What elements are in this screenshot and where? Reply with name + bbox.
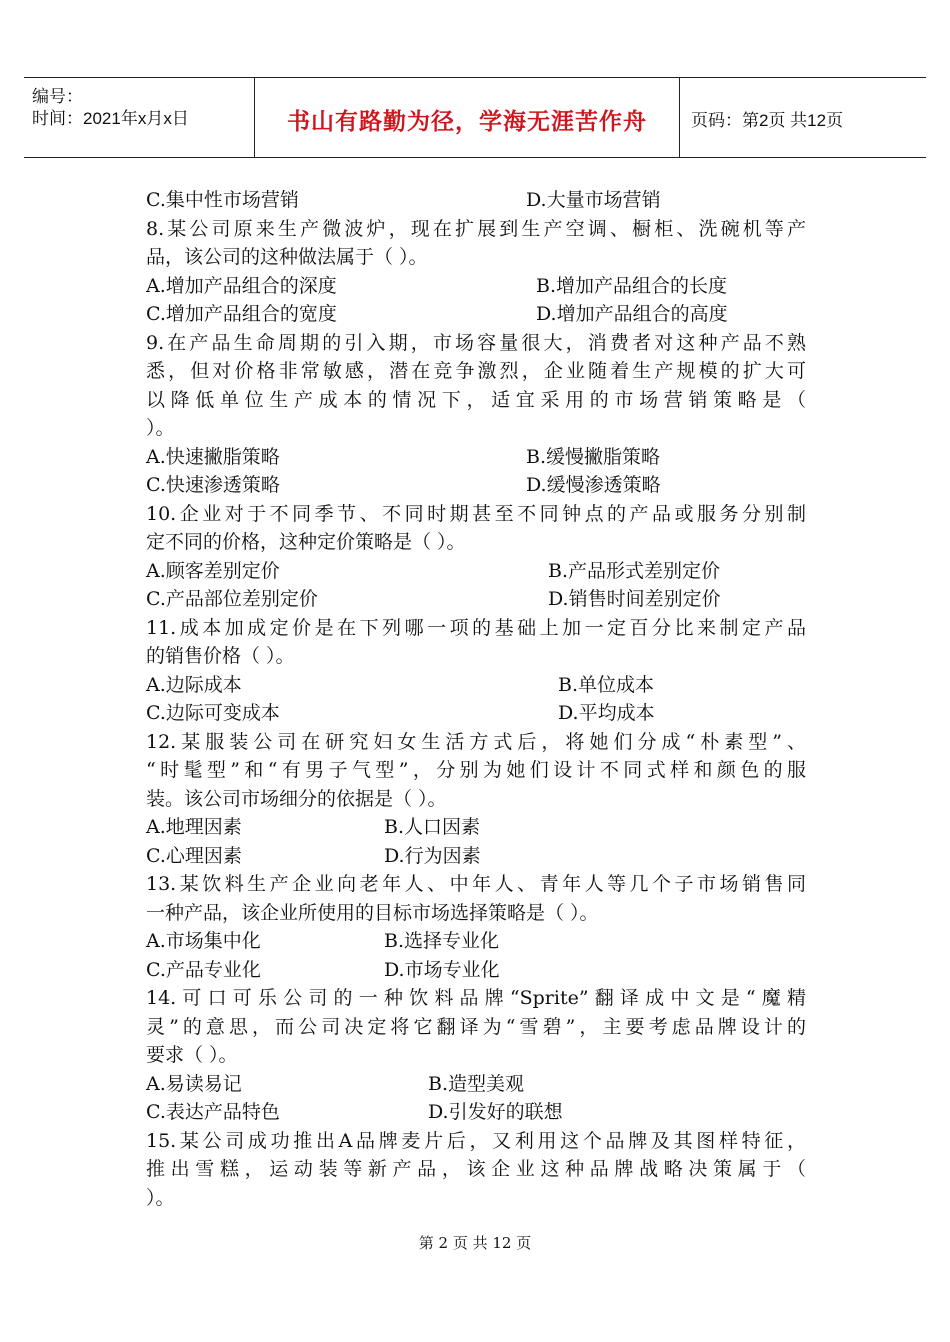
option-right: B.单位成本 [558,673,655,696]
option-left: C.增加产品组合的宽度 [146,303,337,325]
question-text-line: “时髦型”和“有男子气型”，分别为她们设计不同式样和颜色的服 [146,759,806,781]
question-text-line: 12.某服装公司在研究妇女生活方式后，将她们分成“朴素型”、 [146,730,806,753]
option-row [146,186,806,215]
option-right: B.人口因素 [384,816,481,838]
option-right: B.造型美观 [428,1072,525,1095]
question-text-line: 品，该公司的这种做法属于（ ）。 [146,246,428,268]
option-row [146,300,806,329]
option-row [146,813,806,842]
option-left: C.产品部位差别定价 [146,588,318,610]
question-text-line: 的销售价格（ ）。 [146,645,295,667]
option-right: B.增加产品组合的长度 [536,274,728,297]
question-text-line: 以降低单位生产成本的情况下，适宜采用的市场营销策略是（ [146,388,806,411]
question-text-line: 定不同的价格，这种定价策略是（ ）。 [146,531,466,553]
option-right: D.平均成本 [558,702,655,724]
option-right: B.缓慢撇脂策略 [526,445,661,468]
time-label: 时间：2021年x月x日 [32,109,189,128]
question-text-line: 15.某公司成功推出A品牌麦片后，又利用这个品牌及其图样特征， [146,1129,806,1152]
question-text-line: 10.企业对于不同季节、不同时期甚至不同钟点的产品或服务分别制 [146,502,806,525]
option-row [146,671,806,700]
option-left: C.产品专业化 [146,958,261,981]
option-row [146,272,806,301]
option-left: C.集中性市场营销 [146,189,299,211]
question-text-line: 装。该公司市场细分的依据是（ ）。 [146,787,447,810]
option-right: D.销售时间差别定价 [548,588,721,610]
option-right: D.行为因素 [384,844,481,867]
question-text-line: 14.可口可乐公司的一种饮料品牌“Sprite”翻译成中文是“魔精 [146,987,806,1009]
option-left: A.快速撇脂策略 [146,445,280,468]
option-right: D.市场专业化 [384,958,500,981]
question-body [146,186,806,1212]
header-meta-cell [24,78,254,157]
option-left: A.增加产品组合的深度 [146,274,337,297]
option-right: D.增加产品组合的高度 [536,303,728,325]
page-footer: 第 2 页 共 12 页 [418,1234,532,1252]
question-text-line: 推出雪糕，运动装等新产品，该企业这种品牌战略决策属于（ [146,1158,806,1180]
option-left: C.表达产品特色 [146,1101,280,1123]
option-right: D.缓慢渗透策略 [526,474,661,496]
question-text-line: 8.某公司原来生产微波炉，现在扩展到生产空调、橱柜、洗碗机等产 [146,217,806,240]
option-left: C.心理因素 [146,844,242,867]
option-row [146,557,806,586]
option-right: B.选择专业化 [384,930,500,952]
option-right: B.产品形式差别定价 [548,559,721,582]
question-text-line: 一种产品，该企业所使用的目标市场选择策略是（ ）。 [146,901,599,924]
question-text-line: 9.在产品生命周期的引入期，市场容量很大，消费者对这种产品不熟 [146,331,806,354]
document-header [24,77,926,158]
option-left: C.快速渗透策略 [146,474,280,496]
option-row [146,443,806,472]
header-motto-cell [254,78,680,157]
option-left: A.易读易记 [146,1072,242,1095]
option-right: D.引发好的联想 [428,1101,563,1123]
option-row [146,1070,806,1099]
option-row [146,956,806,985]
header-page-cell [679,78,926,157]
option-left: A.市场集中化 [146,930,261,952]
option-left: A.顾客差别定价 [146,559,280,582]
option-left: A.边际成本 [146,673,242,696]
question-text-line: 灵”的意思，而公司决定将它翻译为“雪碧”，主要考虑品牌设计的 [146,1015,806,1038]
question-text-line: 13.某饮料生产企业向老年人、中年人、青年人等几个子市场销售同 [146,873,806,895]
option-row [146,699,806,728]
option-row [146,585,806,614]
question-text-line: ）。 [146,417,175,439]
question-text-line: 悉，但对价格非常敏感，潜在竞争激烈，企业随着生产规模的扩大可 [146,360,806,382]
option-row [146,1098,806,1127]
option-left: A.地理因素 [146,816,242,838]
motto-text: 书山有路勤为径，学海无涯苦作舟 [287,108,647,134]
question-text-line: 要求（ ）。 [146,1044,238,1066]
serial-number-label: 编号： [32,87,83,106]
page-info: 页码：第2页 共12页 [691,111,844,130]
option-left: C.边际可变成本 [146,702,280,724]
option-right: D.大量市场营销 [526,189,661,211]
question-text-line: 11.成本加成定价是在下列哪一项的基础上加一定百分比来制定产品 [146,616,806,639]
option-row [146,471,806,500]
option-row [146,927,806,956]
option-row [146,842,806,871]
question-text-line: ）。 [146,1186,175,1209]
